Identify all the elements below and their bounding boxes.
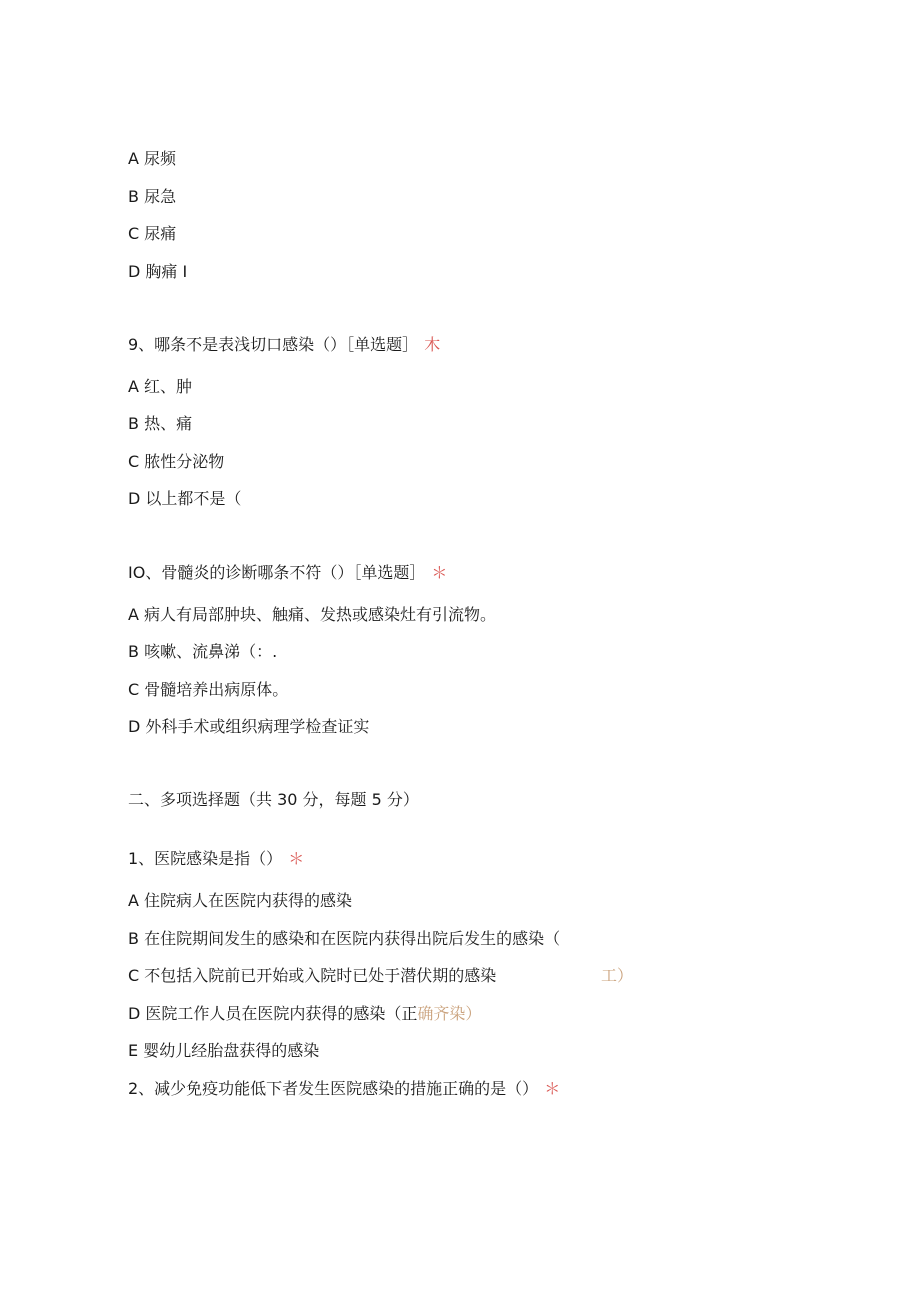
q10-title-text: IO、骨髓炎的诊断哪条不符（）［单选题］ [128,563,426,582]
m2-required-star: ＊ [544,1079,561,1098]
m2-title-text: 2、减少免疫功能低下者发生医院感染的措施正确的是（） [128,1079,539,1098]
m1-option-d-faint: 确齐染） [417,1004,482,1023]
q8-option-d: D 胸痛 I [128,262,188,281]
m1-option-e: E 婴幼儿经胎盘获得的感染 [128,1041,320,1060]
m1-option-a: A 住院病人在医院内获得的感染 [128,891,353,910]
q9-title-text: 9、哪条不是表浅切口感染（）［单选题］ [128,335,419,354]
q10-option-a: A 病人有局部肿块、触痛、发热或感染灶有引流物。 [128,605,497,624]
q10-option-b: B 咳嗽、流鼻涕（：. [128,642,278,661]
m1-option-d [128,1004,481,1024]
section2-title: 二、多项选择题（共 30 分，每题 5 分） [128,790,419,809]
m1-option-c: C 不包括入院前已开始或入院时已处于潜伏期的感染 [128,966,497,985]
q9-mark: 木 [424,335,441,354]
q8-option-b: B 尿急 [128,187,177,206]
q10-option-c: C 骨髓培养出病原体。 [128,680,289,699]
m1-title [128,849,304,869]
q8-option-a: A 尿频 [128,149,177,168]
q10-title [128,563,447,583]
q9-option-d: D 以上都不是（ [128,489,242,508]
m2-title [128,1079,560,1099]
m1-required-star: ＊ [288,849,305,868]
m1-option-c-faint: 工） [601,966,634,985]
q10-option-d: D 外科手术或组织病理学检查证实 [128,717,370,736]
q10-required-star: ＊ [431,563,448,582]
q9-option-c: C 脓性分泌物 [128,452,225,471]
q9-option-b: B 热、痛 [128,414,193,433]
m1-option-b: B 在住院期间发生的感染和在医院内获得出院后发生的感染（ [128,929,561,948]
q9-title [128,335,440,355]
m1-option-d-text: D 医院工作人员在医院内获得的感染（正 [128,1004,418,1023]
q9-option-a: A 红、肿 [128,377,193,396]
m1-title-text: 1、医院感染是指（） [128,849,283,868]
q8-option-c: C 尿痛 [128,224,177,243]
